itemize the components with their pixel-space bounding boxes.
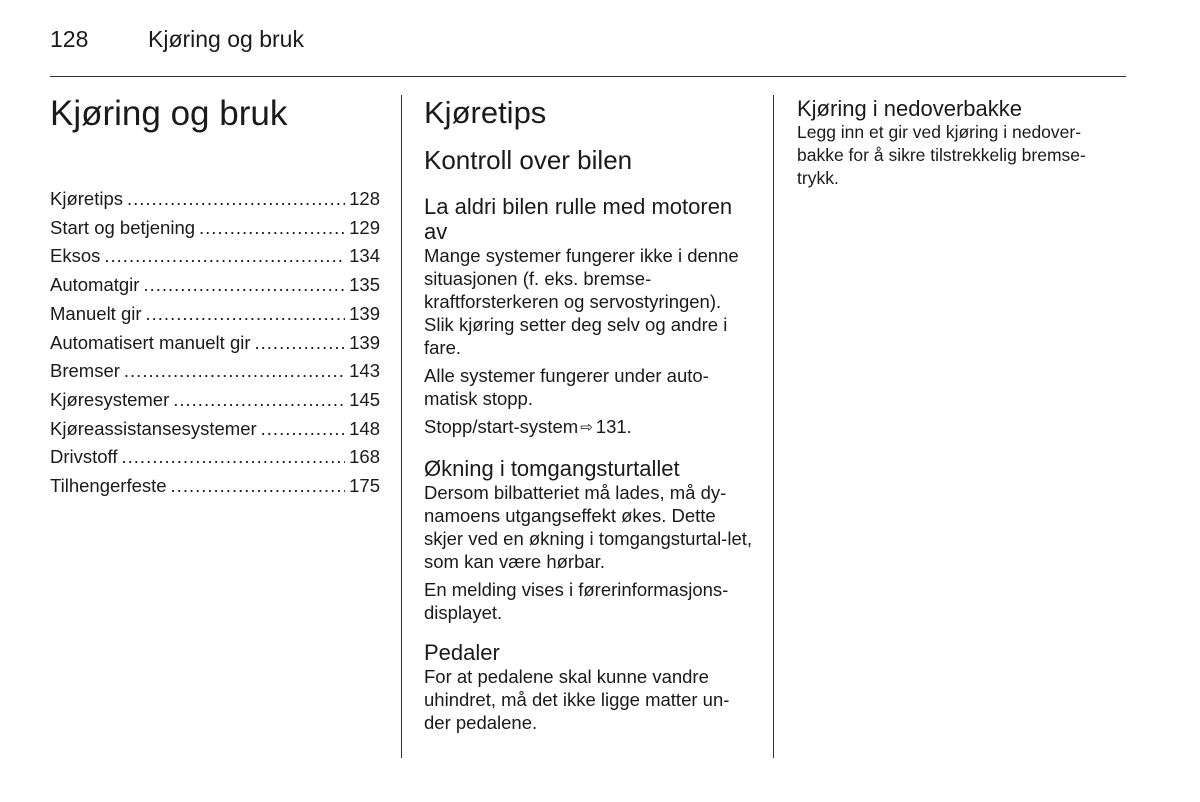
subsection-heading: Kjøring i nedoverbakke [797,96,1023,121]
toc-leader-dots [171,472,346,501]
toc-entry[interactable] [50,271,380,300]
cross-reference-arrow-icon: ⇨ [580,419,593,436]
toc-entry-page: 175 [349,475,380,497]
body-paragraph: En melding vises i førerinformasjons-displayet. [424,579,729,623]
toc-entry[interactable] [50,386,380,415]
toc-entry-label: Bremser [50,360,120,382]
page-header [50,26,1126,77]
subsection-heading: La aldri bilen rulle med motoren av [424,194,733,244]
table-of-contents [50,185,380,501]
column-divider [401,95,402,758]
toc-leader-dots [122,443,346,472]
toc-entry-label: Drivstoff [50,446,118,468]
toc-leader-dots [143,271,345,300]
toc-entry[interactable] [50,300,380,329]
toc-leader-dots [127,185,345,214]
toc-entry[interactable] [50,443,380,472]
running-title: Kjøring og bruk [148,26,304,52]
toc-entry-page: 139 [349,302,380,324]
toc-entry[interactable] [50,214,380,243]
toc-entry-label: Eksos [50,245,101,267]
toc-entry-label: Start og betjening [50,216,196,238]
toc-entry-page: 128 [349,188,380,209]
toc-entry-page: 134 [349,245,380,267]
toc-entry-label: Automatisert manuelt gir [50,331,251,353]
chapter-title: Kjøring og bruk [50,94,288,133]
page-number: 128 [50,26,89,52]
toc-entry-page: 168 [349,446,380,468]
toc-leader-dots [255,329,346,358]
toc-entry-page: 145 [349,388,380,410]
toc-entry-label: Kjøresystemer [50,388,170,410]
toc-leader-dots [173,386,345,415]
section-column [424,95,756,734]
body-paragraph: Dersom bilbatteriet må lades, må dy-namoens utgangseffekt økes. Dette skjer ved en økning i tomgangsturtal-let, som kan være hørbar. [424,482,753,572]
toc-entry[interactable] [50,357,380,386]
toc-entry[interactable] [50,242,380,271]
toc-entry[interactable] [50,329,380,358]
toc-entry[interactable] [50,185,380,214]
chapter-column [50,95,380,501]
column-divider [773,95,774,758]
toc-entry-label: Tilhengerfeste [50,475,167,497]
cross-reference-page: 131. [595,416,632,437]
toc-entry-page: 148 [349,417,380,439]
toc-leader-dots [261,415,345,444]
toc-entry[interactable] [50,415,380,444]
toc-leader-dots [199,214,345,243]
toc-entry-page: 143 [349,360,380,382]
toc-entry-label: Kjøreassistansesystemer [50,417,257,439]
toc-leader-dots [146,300,346,329]
cross-reference-text: Stopp/start-system [424,416,579,437]
section-title: Kjøretips [424,95,547,130]
toc-leader-dots [124,357,345,386]
toc-entry-page: 129 [349,216,380,238]
toc-entry-page: 135 [349,274,380,296]
toc-entry[interactable] [50,472,380,501]
body-paragraph: Alle systemer fungerer under auto-matisk stopp. [424,365,709,409]
toc-entry-page: 139 [349,331,380,353]
toc-entry-label: Manuelt gir [50,302,142,324]
toc-entry-label: Kjøretips [50,188,123,209]
continued-column [797,95,1127,190]
toc-entry-label: Automatgir [50,274,140,296]
subsection-heading: Pedaler [424,640,500,665]
body-paragraph: For at pedalene skal kunne vandre uhindret, må det ikke ligge matter un-der pedalene. [424,666,730,733]
toc-leader-dots [104,242,345,271]
subsection-heading: Økning i tomgangsturtallet [424,456,680,481]
body-paragraph: Mange systemer fungerer ikke i denne situasjonen (f. eks. bremse-kraftforsterkeren og servostyringen). Slik kjøring setter deg selv og andre i fare. [424,245,739,358]
body-paragraph: Legg inn et gir ved kjøring i nedover-bakke for å sikre tilstrekkelig bremse-trykk. [797,122,1086,188]
section-subtitle: Kontroll over bilen [424,145,633,175]
cross-reference[interactable] [424,415,756,440]
